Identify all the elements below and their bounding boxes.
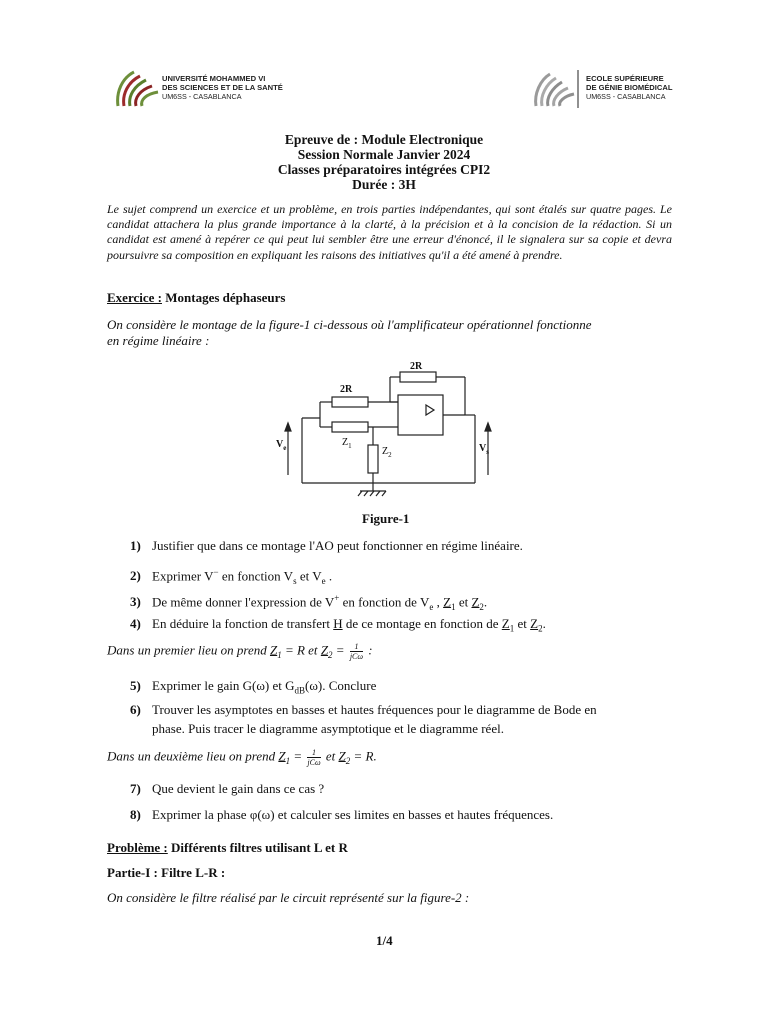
q2-b: en fonction V [218, 568, 294, 584]
exam-class: Classes préparatoires intégrées CPI2 [277, 162, 491, 177]
label-2r-mid: 2R [340, 384, 353, 395]
question-4-num: 4) [130, 616, 141, 631]
question-3-num: 3) [130, 594, 141, 610]
school-logo [530, 68, 580, 110]
label-z1: $Z_1$ [342, 437, 352, 450]
exercise-statement-2: en régime linéaire : [107, 333, 210, 348]
problem-label: Problème : [107, 840, 168, 855]
university-logo-icon [112, 66, 162, 110]
q3-z1: Z [443, 594, 452, 610]
resistor-2r-mid [332, 397, 368, 407]
question-3 [130, 588, 675, 617]
q2-sup: − [213, 567, 219, 577]
impedance-z2 [368, 445, 378, 473]
q3-e: . [483, 594, 488, 610]
q3-z2: Z [471, 594, 480, 610]
problem-heading [107, 840, 348, 856]
exam-session: Session Normale Janvier 2024 [297, 147, 471, 162]
q4-z1s: 1 [509, 623, 515, 634]
problem-statement: On considère le filtre réalisé par le circuit représenté sur la figure-2 : [107, 890, 470, 905]
problem-title: Différents filtres utilisant L et R [167, 840, 348, 855]
university-line3: UM6SS - CASABLANCA [162, 92, 242, 101]
case-1-statement [107, 642, 373, 661]
question-1 [130, 536, 675, 556]
school-logo-icon [530, 68, 580, 110]
case1-b: = R et [281, 642, 321, 658]
q2-s1: s [293, 575, 297, 586]
school-line1: ECOLE SUPÉRIEURE [586, 74, 664, 83]
case1-num: 1 [354, 642, 359, 651]
figure1-caption: Figure-1 [362, 511, 410, 526]
case1-d: : [365, 642, 373, 658]
case2-z1: Z [278, 748, 286, 764]
q5-a: Exprimer le gain G(ω) et G [152, 678, 295, 693]
label-2r-top: 2R [410, 361, 423, 372]
q4-b: de ce montage en fonction de [342, 616, 502, 631]
label-ve: $V_e$ [276, 439, 287, 452]
case2-a: Dans un deuxième lieu on prend [107, 748, 279, 764]
q4-z1: Z [501, 616, 510, 631]
case2-num: 1 [312, 748, 316, 757]
question-2 [130, 562, 675, 591]
question-1-num: 1) [130, 538, 141, 553]
q3-s1: e [429, 601, 434, 612]
question-5-num: 5) [130, 678, 141, 693]
q4-h: H [333, 616, 343, 631]
figure1-circuit [276, 355, 500, 505]
question-7-text: Que devient le gain dans ce cas ? [152, 781, 325, 796]
q6-line2: phase. Puis tracer le diagramme asymptotique et le diagramme réel. [152, 721, 504, 736]
case1-z2s: 2 [328, 650, 333, 661]
case2-fraction [307, 748, 320, 767]
q3-d: et [455, 594, 472, 610]
case2-d: = R. [350, 748, 377, 764]
case1-den: jCω [349, 652, 364, 661]
q4-z2s: 2 [538, 623, 543, 634]
case2-z1s: 1 [285, 756, 291, 767]
question-8-num: 8) [130, 807, 141, 822]
q2-c: et V [296, 568, 322, 584]
question-7 [130, 779, 675, 799]
q3-z1s: 1 [451, 601, 456, 612]
case2-z2s: 2 [345, 756, 351, 767]
school-name [586, 74, 726, 101]
question-6-cont [152, 719, 697, 739]
case1-c: = [332, 642, 348, 658]
question-5 [130, 676, 675, 701]
q5-b: (ω). Conclure [305, 678, 377, 693]
university-line1: UNIVERSITÉ MOHAMMED VI [162, 74, 266, 83]
question-4 [130, 614, 675, 639]
q2-s2: e [321, 575, 326, 586]
question-6-num: 6) [130, 702, 141, 717]
q3-sup: + [334, 593, 340, 603]
case1-z1: Z [269, 642, 278, 658]
opamp [398, 395, 443, 435]
q4-d: . [542, 616, 546, 631]
exercise-heading [107, 290, 286, 306]
question-8-text: Exprimer la phase φ(ω) et calculer ses limites en basses et hautes fréquences. [152, 807, 554, 822]
case1-z1s: 1 [277, 650, 282, 661]
university-line2: DES SCIENCES ET DE LA SANTÉ [162, 83, 283, 92]
case-2-statement [107, 748, 377, 767]
question-6 [130, 700, 675, 720]
opamp-triangle-icon [426, 405, 434, 415]
university-logo [112, 66, 162, 110]
exercise-title: Montages déphaseurs [161, 290, 286, 305]
university-name [162, 74, 322, 101]
q2-d: . [325, 568, 333, 584]
label-z2: $Z_2$ [382, 446, 392, 459]
school-line2: DE GÉNIE BIOMÉDICAL [586, 83, 673, 92]
question-2-num: 2) [130, 568, 141, 584]
resistor-2r-top [400, 372, 436, 382]
q2-a: Exprimer V [152, 568, 214, 584]
q4-c: et [514, 616, 531, 631]
question-8 [130, 805, 675, 825]
impedance-z1 [332, 422, 368, 432]
case2-c: et [322, 748, 339, 764]
case1-fraction [350, 642, 363, 661]
exam-instructions: Le sujet comprend un exercice et un problème, en trois parties indépendantes, qui sont étalés sur quatre pages. Le candidat attachera la plus grande importance à la clarté, à la précision et à la concision de la rédaction. Si un candidat est amené à repérer ce qui peut lui sembler être une erreur d'énoncé, il le signalera sur sa copie et devra poursuivre sa composition en expliquant les raisons des initiatives qu'il a été amené à prendre. [107, 202, 672, 262]
q6-line1: Trouver les asymptotes en basses et hautes fréquences pour le diagramme de Bode en [152, 702, 597, 717]
exam-title: Epreuve de : Module Electronique [284, 132, 484, 147]
case1-z2: Z [320, 642, 329, 658]
case2-b: = [290, 748, 306, 764]
exam-duration: Durée : 3H [352, 177, 416, 192]
case2-den: jCω [307, 758, 321, 767]
case1-a: Dans un premier lieu on prend [107, 642, 270, 658]
question-7-num: 7) [130, 781, 141, 796]
q5-sub: dB [294, 685, 305, 696]
q4-z2: Z [530, 616, 539, 631]
q4-a: En déduire la fonction de transfert [152, 616, 334, 631]
q3-c: , [433, 594, 444, 610]
exercise-statement-1: On considère le montage de la figure-1 ci-dessous où l'amplificateur opérationnel fonctionne [107, 317, 592, 332]
q3-b: en fonction de V [339, 594, 430, 610]
page-number: 1/4 [376, 933, 393, 948]
question-1-text: Justifier que dans ce montage l'AO peut fonctionner en régime linéaire. [152, 538, 523, 553]
problem-part-1: Partie-I : Filtre L-R : [107, 865, 226, 880]
q3-a: De même donner l'expression de V [152, 594, 335, 610]
label-vs: $V_s$ [479, 443, 489, 456]
case2-z2: Z [338, 748, 346, 764]
school-line3: UM6SS - CASABLANCA [586, 92, 666, 101]
q3-z2s: 2 [479, 601, 484, 612]
exercise-label: Exercice : [107, 290, 162, 305]
